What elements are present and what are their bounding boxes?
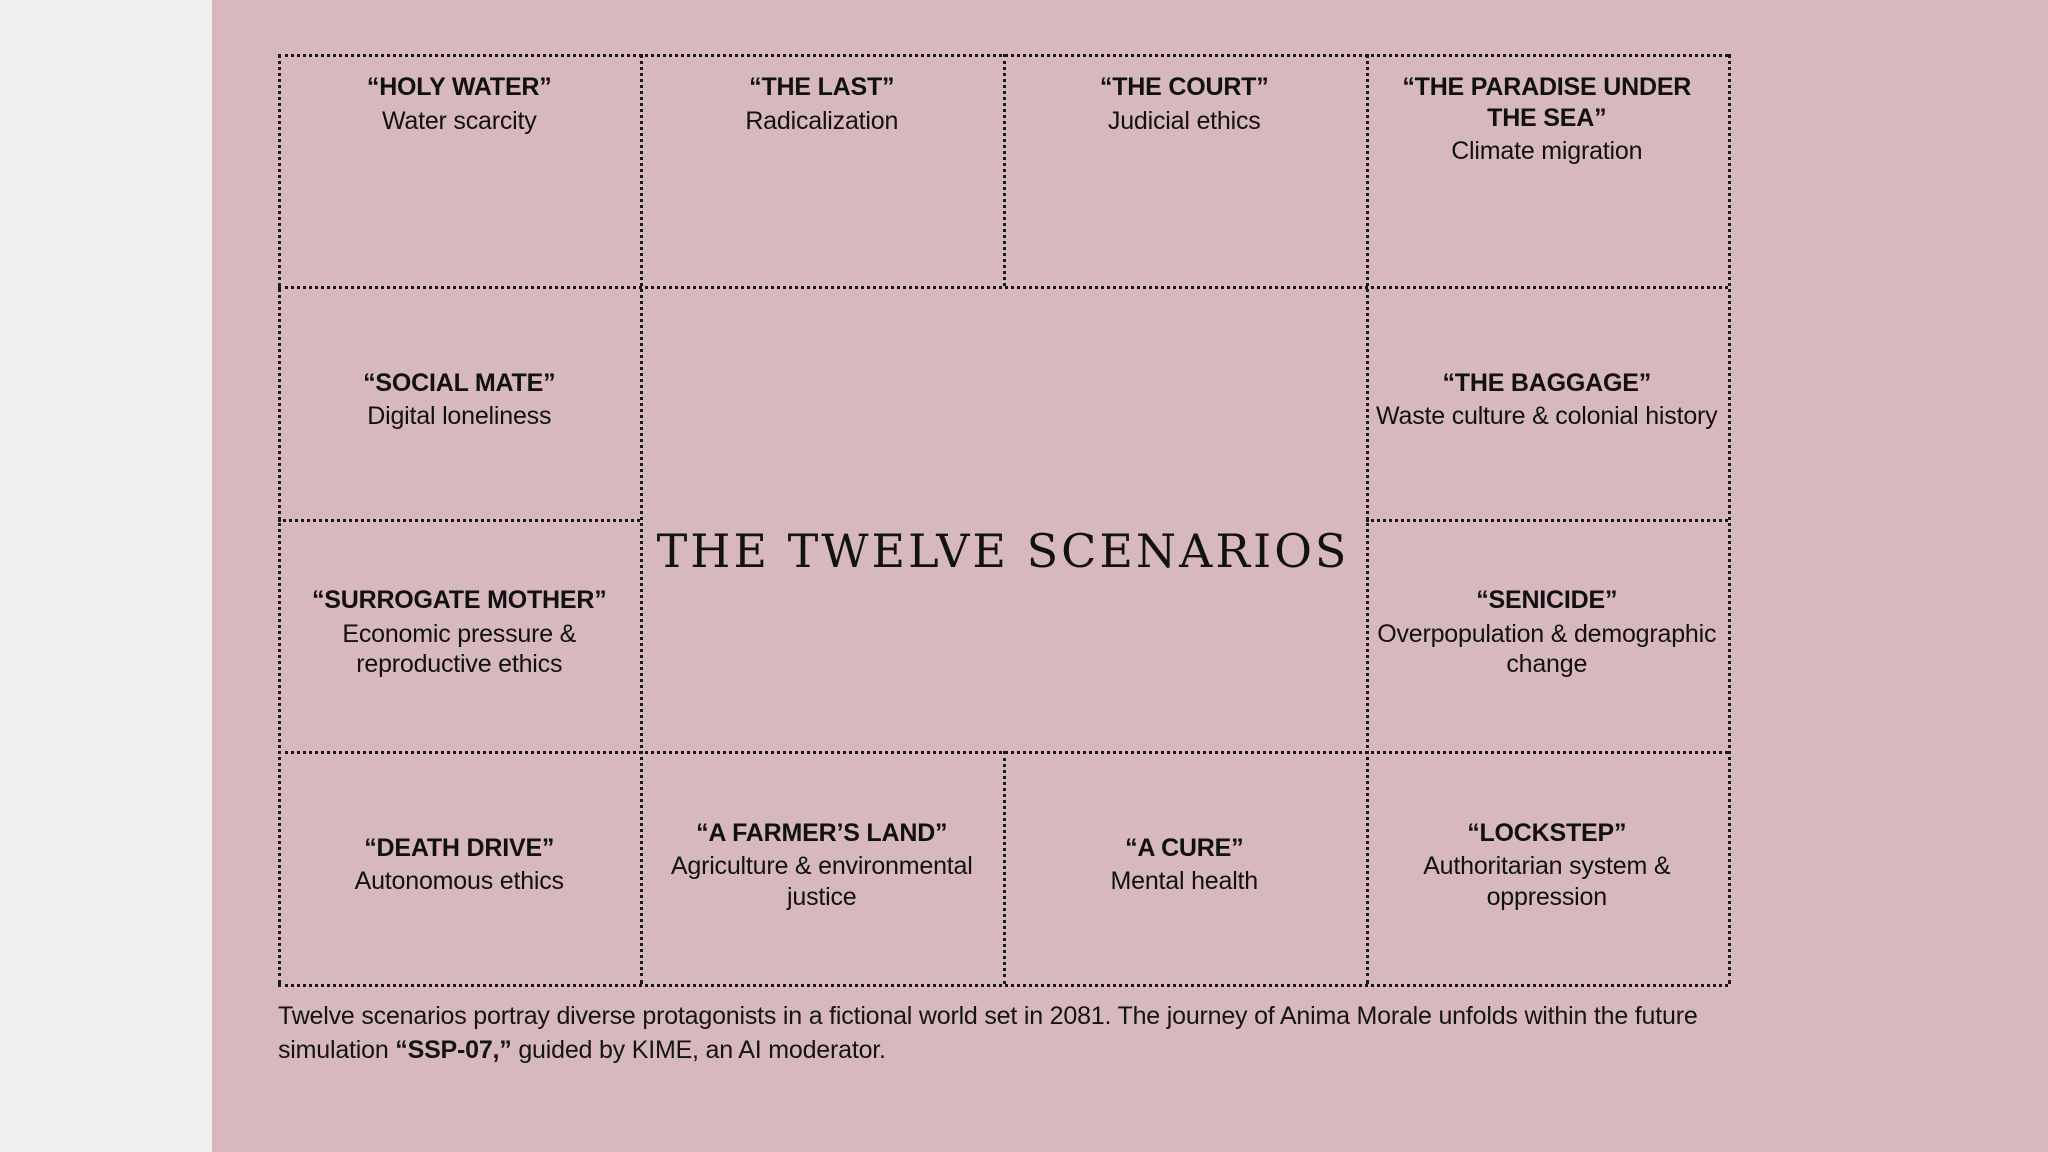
scenario-description: Water scarcity [381, 106, 537, 135]
scenarios-grid [278, 54, 1728, 984]
center-cell-left [641, 287, 1004, 520]
scenario-cell[interactable] [641, 752, 1004, 985]
grid-rule-bottom [278, 984, 1728, 987]
scenario-description: Autonomous ethics [354, 867, 564, 896]
scenario-title: “THE COURT” [1099, 73, 1269, 101]
scenario-cell[interactable] [1003, 54, 1366, 287]
scenario-cell[interactable] [1366, 752, 1729, 985]
scenario-cell[interactable] [278, 752, 641, 985]
center-cell-left-lower [641, 519, 1004, 752]
center-cell-right [1003, 287, 1366, 520]
scenario-description: Authoritarian system & oppression [1423, 852, 1671, 911]
scenario-description: Digital loneliness [367, 402, 552, 431]
center-title-text: THE TWELVE SCENARIOS [656, 524, 1350, 578]
caption-highlight: “SSP-07,” [395, 1035, 512, 1064]
scenario-title: “A FARMER’S LAND” [696, 818, 948, 847]
scenario-title: “SOCIAL MATE” [363, 368, 556, 397]
scenario-title: “THE LAST” [749, 73, 895, 101]
scenario-description: Waste culture & colonial history [1376, 402, 1718, 431]
caption-part2: guided by KIME, an AI moderator. [511, 1035, 886, 1064]
scenario-cell[interactable] [1003, 752, 1366, 985]
scenario-title: “LOCKSTEP” [1467, 818, 1627, 847]
scenario-cell[interactable] [1366, 519, 1729, 752]
caption [278, 1000, 1758, 1067]
scenario-title: “THE PARADISE UNDER THE SEA” [1402, 73, 1692, 132]
scenario-cell[interactable] [641, 54, 1004, 287]
diagram-panel [212, 0, 2048, 1152]
scenario-description: Mental health [1110, 867, 1258, 896]
caption-part1: Twelve scenarios portray diverse protagonists in a fictional world set in 2081. The journey of Anima Morale unfolds within the future simulation [278, 1002, 1698, 1064]
scenario-description: Radicalization [745, 106, 899, 135]
scenario-title: “HOLY WATER” [366, 73, 552, 101]
scenario-title: “DEATH DRIVE” [364, 833, 555, 862]
scenario-cell[interactable] [278, 287, 641, 520]
scenario-title: “THE BAGGAGE” [1442, 368, 1652, 397]
scenario-description: Agriculture & environmental justice [670, 852, 973, 911]
scenario-description: Judicial ethics [1107, 106, 1261, 135]
scenario-cell[interactable] [1366, 54, 1729, 287]
scenario-title: “SENICIDE” [1476, 586, 1618, 614]
scenario-description: Climate migration [1451, 137, 1643, 165]
scenario-description: Overpopulation & demographic change [1377, 619, 1717, 678]
scenarios-grid-wrapper [278, 54, 1728, 984]
scenario-cell[interactable] [278, 54, 641, 287]
grid-rule-right [1728, 54, 1731, 984]
scenario-cell[interactable] [1366, 287, 1729, 520]
scenario-title: “A CURE” [1125, 833, 1244, 862]
center-cell-right-lower [1003, 519, 1366, 752]
scenario-description: Economic pressure & reproductive ethics [342, 619, 577, 678]
scenario-title: “SURROGATE MOTHER” [311, 586, 607, 614]
scenario-cell[interactable] [278, 519, 641, 752]
